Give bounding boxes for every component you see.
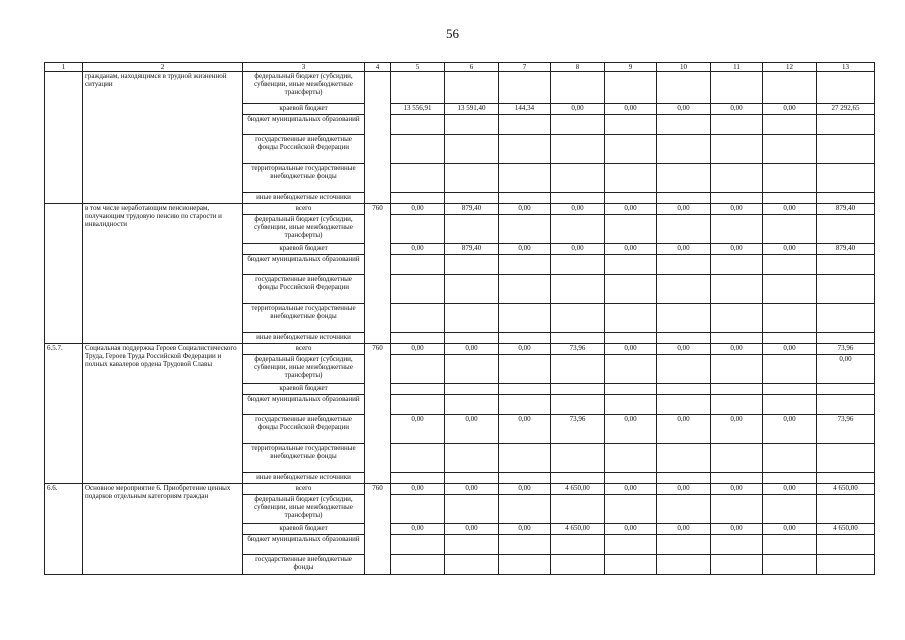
funding-source: иные внебюджетные источники xyxy=(243,473,365,484)
column-header-6: 6 xyxy=(445,63,499,72)
column-header-2: 2 xyxy=(83,63,243,72)
value-cell-col-7 xyxy=(499,333,551,344)
value-cell-col-11 xyxy=(711,72,763,104)
value-cell-col-11: 0,00 xyxy=(711,204,763,215)
value-cell-col-5 xyxy=(391,135,445,164)
value-cell-col-9 xyxy=(605,495,657,524)
value-cell-col-8 xyxy=(551,555,605,575)
value-cell-col-8 xyxy=(551,215,605,244)
value-cell-col-10 xyxy=(657,135,711,164)
value-cell-col-9: 0,00 xyxy=(605,344,657,355)
value-cell-col-9: 0,00 xyxy=(605,484,657,495)
line-code: 760 xyxy=(365,204,391,344)
value-cell-col-5 xyxy=(391,333,445,344)
value-cell-col-8: 0,00 xyxy=(551,244,605,255)
value-cell-col-10 xyxy=(657,355,711,384)
value-cell-col-5 xyxy=(391,473,445,484)
value-cell-col-9 xyxy=(605,444,657,473)
value-cell-col-10 xyxy=(657,164,711,193)
value-cell-col-11 xyxy=(711,495,763,524)
value-cell-col-5 xyxy=(391,193,445,204)
value-cell-col-5 xyxy=(391,304,445,333)
value-cell-col-6 xyxy=(445,275,499,304)
value-cell-col-12 xyxy=(763,135,817,164)
value-cell-col-10 xyxy=(657,115,711,135)
value-cell-col-6: 0,00 xyxy=(445,344,499,355)
funding-source: территориальные государственные внебюджетные фонды xyxy=(243,444,365,473)
value-cell-col-13 xyxy=(817,193,875,204)
value-cell-col-12 xyxy=(763,215,817,244)
value-cell-col-9 xyxy=(605,215,657,244)
value-cell-col-6: 879,40 xyxy=(445,244,499,255)
value-cell-col-10 xyxy=(657,495,711,524)
value-cell-col-7 xyxy=(499,304,551,333)
value-cell-col-8: 0,00 xyxy=(551,204,605,215)
value-cell-col-12 xyxy=(763,535,817,555)
value-cell-col-11: 0,00 xyxy=(711,344,763,355)
value-cell-col-11: 0,00 xyxy=(711,104,763,115)
value-cell-col-5 xyxy=(391,355,445,384)
value-cell-col-5 xyxy=(391,384,445,395)
value-cell-col-10 xyxy=(657,535,711,555)
value-cell-col-10 xyxy=(657,333,711,344)
funding-source: федеральный бюджет (субсидии, субвенции, иные межбюджетные трансферты) xyxy=(243,215,365,244)
value-cell-col-6: 0,00 xyxy=(445,524,499,535)
value-cell-col-9 xyxy=(605,164,657,193)
value-cell-col-7 xyxy=(499,255,551,275)
value-cell-col-6 xyxy=(445,444,499,473)
value-cell-col-13 xyxy=(817,115,875,135)
value-cell-col-11: 0,00 xyxy=(711,244,763,255)
value-cell-col-9 xyxy=(605,473,657,484)
value-cell-col-6: 0,00 xyxy=(445,415,499,444)
value-cell-col-8 xyxy=(551,164,605,193)
column-header-4: 4 xyxy=(365,63,391,72)
value-cell-col-7: 0,00 xyxy=(499,415,551,444)
value-cell-col-9: 0,00 xyxy=(605,415,657,444)
value-cell-col-13: 27 292,65 xyxy=(817,104,875,115)
value-cell-col-13 xyxy=(817,135,875,164)
value-cell-col-10 xyxy=(657,395,711,415)
value-cell-col-6: 0,00 xyxy=(445,484,499,495)
value-cell-col-9: 0,00 xyxy=(605,104,657,115)
column-header-10: 10 xyxy=(657,63,711,72)
value-cell-col-13: 73,96 xyxy=(817,415,875,444)
column-header-3: 3 xyxy=(243,63,365,72)
value-cell-col-6 xyxy=(445,255,499,275)
value-cell-col-12 xyxy=(763,384,817,395)
value-cell-col-12 xyxy=(763,255,817,275)
value-cell-col-10 xyxy=(657,384,711,395)
value-cell-col-7 xyxy=(499,395,551,415)
funding-source: иные внебюджетные источники xyxy=(243,193,365,204)
value-cell-col-11 xyxy=(711,473,763,484)
value-cell-col-11 xyxy=(711,555,763,575)
row-code: 6.5.7. xyxy=(45,344,83,484)
value-cell-col-5 xyxy=(391,555,445,575)
value-cell-col-12 xyxy=(763,444,817,473)
funding-source: всего xyxy=(243,204,365,215)
funding-source: бюджет муниципальных образований xyxy=(243,535,365,555)
value-cell-col-13 xyxy=(817,384,875,395)
column-header-5: 5 xyxy=(391,63,445,72)
value-cell-col-6 xyxy=(445,193,499,204)
value-cell-col-5: 0,00 xyxy=(391,204,445,215)
value-cell-col-13 xyxy=(817,304,875,333)
value-cell-col-8 xyxy=(551,535,605,555)
funding-source: краевой бюджет xyxy=(243,104,365,115)
value-cell-col-7 xyxy=(499,535,551,555)
value-cell-col-10 xyxy=(657,304,711,333)
value-cell-col-11 xyxy=(711,355,763,384)
value-cell-col-13 xyxy=(817,275,875,304)
value-cell-col-12: 0,00 xyxy=(763,244,817,255)
value-cell-col-9 xyxy=(605,395,657,415)
funding-source: государственные внебюджетные фонды xyxy=(243,555,365,575)
value-cell-col-5: 0,00 xyxy=(391,415,445,444)
value-cell-col-5 xyxy=(391,495,445,524)
value-cell-col-5 xyxy=(391,255,445,275)
value-cell-col-7 xyxy=(499,444,551,473)
line-code xyxy=(365,72,391,204)
value-cell-col-9 xyxy=(605,355,657,384)
value-cell-col-5: 0,00 xyxy=(391,524,445,535)
value-cell-col-9 xyxy=(605,115,657,135)
value-cell-col-12 xyxy=(763,333,817,344)
value-cell-col-13: 4 650,00 xyxy=(817,524,875,535)
funding-source: государственные внебюджетные фонды Российской Федерации xyxy=(243,275,365,304)
column-header-13: 13 xyxy=(817,63,875,72)
value-cell-col-8 xyxy=(551,193,605,204)
funding-source: иные внебюджетные источники xyxy=(243,333,365,344)
value-cell-col-6 xyxy=(445,355,499,384)
value-cell-col-12 xyxy=(763,72,817,104)
row-name: в том числе неработающим пенсионерам, получающим трудовую пенсию по старости и инвалидности xyxy=(83,204,243,344)
value-cell-col-13: 879,40 xyxy=(817,204,875,215)
value-cell-col-6: 879,40 xyxy=(445,204,499,215)
value-cell-col-10: 0,00 xyxy=(657,484,711,495)
value-cell-col-11 xyxy=(711,395,763,415)
value-cell-col-10: 0,00 xyxy=(657,344,711,355)
value-cell-col-7: 0,00 xyxy=(499,344,551,355)
value-cell-col-12 xyxy=(763,304,817,333)
funding-source: бюджет муниципальных образований xyxy=(243,115,365,135)
value-cell-col-12: 0,00 xyxy=(763,415,817,444)
value-cell-col-9: 0,00 xyxy=(605,204,657,215)
value-cell-col-8 xyxy=(551,135,605,164)
value-cell-col-10: 0,00 xyxy=(657,415,711,444)
row-code: 6.6. xyxy=(45,484,83,575)
value-cell-col-10 xyxy=(657,255,711,275)
value-cell-col-11 xyxy=(711,535,763,555)
funding-source: краевой бюджет xyxy=(243,524,365,535)
value-cell-col-6 xyxy=(445,304,499,333)
value-cell-col-11 xyxy=(711,164,763,193)
funding-source: территориальные государственные внебюджетные фонды xyxy=(243,304,365,333)
value-cell-col-6 xyxy=(445,333,499,344)
value-cell-col-6 xyxy=(445,555,499,575)
value-cell-col-7: 144,34 xyxy=(499,104,551,115)
value-cell-col-6 xyxy=(445,473,499,484)
value-cell-col-11: 0,00 xyxy=(711,484,763,495)
column-header-8: 8 xyxy=(551,63,605,72)
value-cell-col-7 xyxy=(499,164,551,193)
value-cell-col-8 xyxy=(551,495,605,524)
value-cell-col-6 xyxy=(445,384,499,395)
value-cell-col-5 xyxy=(391,72,445,104)
funding-source: бюджет муниципальных образований xyxy=(243,395,365,415)
value-cell-col-12: 0,00 xyxy=(763,484,817,495)
value-cell-col-5: 13 556,91 xyxy=(391,104,445,115)
value-cell-col-5 xyxy=(391,215,445,244)
value-cell-col-8: 73,96 xyxy=(551,344,605,355)
value-cell-col-8 xyxy=(551,473,605,484)
value-cell-col-7 xyxy=(499,193,551,204)
column-header-9: 9 xyxy=(605,63,657,72)
value-cell-col-9 xyxy=(605,333,657,344)
row-name: Основное мероприятие 6. Приобретение ценных подарков отдельным категориям граждан xyxy=(83,484,243,575)
funding-source: бюджет муниципальных образований xyxy=(243,255,365,275)
value-cell-col-9 xyxy=(605,555,657,575)
value-cell-col-10 xyxy=(657,473,711,484)
value-cell-col-11 xyxy=(711,115,763,135)
funding-source: краевой бюджет xyxy=(243,244,365,255)
value-cell-col-13: 0,00 xyxy=(817,355,875,384)
value-cell-col-9 xyxy=(605,135,657,164)
line-code: 760 xyxy=(365,344,391,484)
column-header-11: 11 xyxy=(711,63,763,72)
value-cell-col-5 xyxy=(391,535,445,555)
value-cell-col-12 xyxy=(763,164,817,193)
value-cell-col-6 xyxy=(445,495,499,524)
value-cell-col-10 xyxy=(657,215,711,244)
column-header-7: 7 xyxy=(499,63,551,72)
value-cell-col-8 xyxy=(551,304,605,333)
value-cell-col-12 xyxy=(763,355,817,384)
value-cell-col-8 xyxy=(551,444,605,473)
value-cell-col-5 xyxy=(391,395,445,415)
value-cell-col-8: 4 650,00 xyxy=(551,484,605,495)
funding-source: государственные внебюджетные фонды Российской Федерации xyxy=(243,415,365,444)
value-cell-col-11 xyxy=(711,275,763,304)
value-cell-col-9 xyxy=(605,72,657,104)
value-cell-col-6 xyxy=(445,72,499,104)
column-header-1: 1 xyxy=(45,63,83,72)
value-cell-col-10: 0,00 xyxy=(657,104,711,115)
table-row xyxy=(45,344,875,355)
value-cell-col-8 xyxy=(551,115,605,135)
value-cell-col-7: 0,00 xyxy=(499,484,551,495)
value-cell-col-8 xyxy=(551,384,605,395)
value-cell-col-13 xyxy=(817,255,875,275)
value-cell-col-7 xyxy=(499,115,551,135)
table-row xyxy=(45,484,875,495)
value-cell-col-13 xyxy=(817,72,875,104)
value-cell-col-10 xyxy=(657,444,711,473)
value-cell-col-9 xyxy=(605,275,657,304)
value-cell-col-9: 0,00 xyxy=(605,244,657,255)
value-cell-col-9 xyxy=(605,535,657,555)
value-cell-col-7 xyxy=(499,384,551,395)
value-cell-col-6 xyxy=(445,135,499,164)
value-cell-col-7 xyxy=(499,72,551,104)
value-cell-col-9 xyxy=(605,193,657,204)
value-cell-col-9: 0,00 xyxy=(605,524,657,535)
value-cell-col-11 xyxy=(711,255,763,275)
value-cell-col-13 xyxy=(817,495,875,524)
value-cell-col-12: 0,00 xyxy=(763,204,817,215)
value-cell-col-10: 0,00 xyxy=(657,204,711,215)
value-cell-col-13 xyxy=(817,164,875,193)
value-cell-col-13 xyxy=(817,473,875,484)
value-cell-col-11: 0,00 xyxy=(711,524,763,535)
value-cell-col-9 xyxy=(605,255,657,275)
value-cell-col-5: 0,00 xyxy=(391,244,445,255)
funding-source: краевой бюджет xyxy=(243,384,365,395)
value-cell-col-6 xyxy=(445,395,499,415)
value-cell-col-13 xyxy=(817,555,875,575)
row-name: гражданам, находящимся в трудной жизненной ситуации xyxy=(83,72,243,204)
budget-table xyxy=(44,62,875,575)
value-cell-col-7 xyxy=(499,355,551,384)
value-cell-col-10 xyxy=(657,72,711,104)
value-cell-col-12 xyxy=(763,395,817,415)
value-cell-col-13 xyxy=(817,444,875,473)
value-cell-col-10 xyxy=(657,555,711,575)
funding-source: всего xyxy=(243,484,365,495)
value-cell-col-11 xyxy=(711,333,763,344)
value-cell-col-10: 0,00 xyxy=(657,524,711,535)
value-cell-col-5 xyxy=(391,275,445,304)
value-cell-col-7 xyxy=(499,275,551,304)
row-code xyxy=(45,204,83,344)
value-cell-col-8: 73,96 xyxy=(551,415,605,444)
value-cell-col-5 xyxy=(391,164,445,193)
funding-source: территориальные государственные внебюджетные фонды xyxy=(243,164,365,193)
value-cell-col-8: 0,00 xyxy=(551,104,605,115)
value-cell-col-5: 0,00 xyxy=(391,484,445,495)
value-cell-col-11 xyxy=(711,193,763,204)
value-cell-col-7: 0,00 xyxy=(499,524,551,535)
value-cell-col-7 xyxy=(499,135,551,164)
value-cell-col-12: 0,00 xyxy=(763,524,817,535)
value-cell-col-7 xyxy=(499,555,551,575)
value-cell-col-8 xyxy=(551,255,605,275)
value-cell-col-10 xyxy=(657,275,711,304)
value-cell-col-11: 0,00 xyxy=(711,415,763,444)
value-cell-col-6 xyxy=(445,535,499,555)
value-cell-col-10: 0,00 xyxy=(657,244,711,255)
value-cell-col-13: 73,96 xyxy=(817,344,875,355)
column-header-12: 12 xyxy=(763,63,817,72)
value-cell-col-9 xyxy=(605,384,657,395)
funding-source: государственные внебюджетные фонды Российской Федерации xyxy=(243,135,365,164)
value-cell-col-11 xyxy=(711,215,763,244)
table-row xyxy=(45,204,875,215)
header-row xyxy=(45,63,875,72)
page-number: 56 xyxy=(446,26,459,41)
value-cell-col-10 xyxy=(657,193,711,204)
table-body xyxy=(45,63,875,575)
value-cell-col-7: 0,00 xyxy=(499,204,551,215)
value-cell-col-6 xyxy=(445,115,499,135)
value-cell-col-8 xyxy=(551,72,605,104)
value-cell-col-13 xyxy=(817,215,875,244)
value-cell-col-13 xyxy=(817,535,875,555)
value-cell-col-12 xyxy=(763,495,817,524)
value-cell-col-12: 0,00 xyxy=(763,104,817,115)
value-cell-col-13: 4 650,00 xyxy=(817,484,875,495)
value-cell-col-8 xyxy=(551,395,605,415)
value-cell-col-12: 0,00 xyxy=(763,344,817,355)
value-cell-col-12 xyxy=(763,473,817,484)
value-cell-col-7 xyxy=(499,473,551,484)
value-cell-col-9 xyxy=(605,304,657,333)
value-cell-col-5: 0,00 xyxy=(391,344,445,355)
funding-source: федеральный бюджет (субсидии, субвенции, иные межбюджетные трансферты) xyxy=(243,72,365,104)
value-cell-col-6 xyxy=(445,164,499,193)
value-cell-col-11 xyxy=(711,444,763,473)
value-cell-col-13 xyxy=(817,333,875,344)
value-cell-col-6 xyxy=(445,215,499,244)
line-code: 760 xyxy=(365,484,391,575)
funding-source: всего xyxy=(243,344,365,355)
value-cell-col-11 xyxy=(711,135,763,164)
value-cell-col-6: 13 591,40 xyxy=(445,104,499,115)
row-code xyxy=(45,72,83,204)
value-cell-col-8: 4 650,00 xyxy=(551,524,605,535)
value-cell-col-12 xyxy=(763,115,817,135)
funding-source: федеральный бюджет (субсидии, субвенции, иные межбюджетные трансферты) xyxy=(243,355,365,384)
value-cell-col-13: 879,40 xyxy=(817,244,875,255)
value-cell-col-11 xyxy=(711,384,763,395)
value-cell-col-8 xyxy=(551,355,605,384)
table-row xyxy=(45,72,875,104)
funding-source: федеральный бюджет (субсидии, субвенции, иные межбюджетные трансферты) xyxy=(243,495,365,524)
value-cell-col-11 xyxy=(711,304,763,333)
value-cell-col-7 xyxy=(499,495,551,524)
value-cell-col-12 xyxy=(763,275,817,304)
value-cell-col-5 xyxy=(391,115,445,135)
value-cell-col-8 xyxy=(551,333,605,344)
value-cell-col-7 xyxy=(499,215,551,244)
value-cell-col-12 xyxy=(763,555,817,575)
value-cell-col-8 xyxy=(551,275,605,304)
value-cell-col-5 xyxy=(391,444,445,473)
value-cell-col-13 xyxy=(817,395,875,415)
value-cell-col-7: 0,00 xyxy=(499,244,551,255)
value-cell-col-12 xyxy=(763,193,817,204)
row-name: Социальная поддержка Героев Социалистического Труда, Героев Труда Российской Федерации и полных кавалеров ордена Трудовой Славы xyxy=(83,344,243,484)
